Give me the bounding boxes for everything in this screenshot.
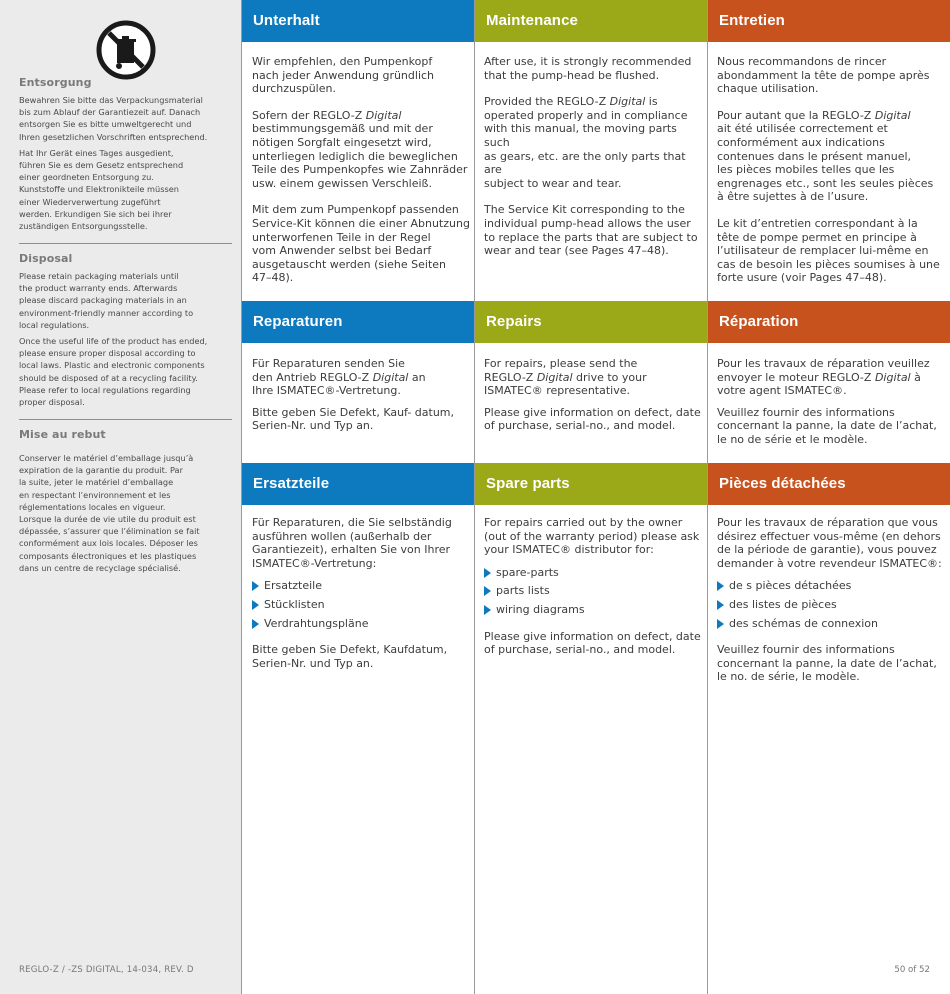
list-item: des schémas de connexion (717, 617, 947, 631)
spares-en-para-1: For repairs carried out by the owner (out of the warranty period) please ask your ISMATEC® distributor for: (484, 516, 700, 557)
heading-spare-parts: Spare parts (475, 463, 707, 505)
spares-de-para-2: Bitte geben Sie Defekt, Kaufdatum, Serien-Nr. und Typ an. (252, 643, 448, 670)
disposal-de (19, 76, 232, 232)
maintenance-en-para-1: After use, it is strongly recommended that the pump-head be flushed. (484, 55, 692, 82)
spares-fr-para-2: Veuillez fournir des informations concernant la panne, la date de l’achat, le no. de série, le modèle. (717, 643, 937, 684)
document-id: REGLO-Z / -ZS DIGITAL, 14-034, REV. D (19, 965, 194, 975)
spares-de-list (252, 579, 470, 630)
disposal-de-para-1: Bewahren Sie bitte das Verpackungsmaterial bis zum Ablauf der Garantiezeit auf. Danach entsorgen Sie es bitte umweltgerecht und Ihren gesetzlichen Vorschriften entsprechend. (19, 95, 208, 142)
maintenance-fr-para-1: Nous recommandons de rincer abondamment la tête de pompe après chaque utilisation. (717, 55, 930, 96)
repairs-de-text (252, 357, 470, 433)
list-item: spare-parts (484, 566, 704, 580)
maintenance-en-para-2: Provided the REGLO-Z Digital is operated properly and in compliance with this manual, the moving parts such as gears, etc. are the only parts that are subject to wear and tear. (484, 95, 688, 190)
repairs-fr-text (717, 357, 947, 447)
maintenance-en-para-3: The Service Kit corresponding to the individual pump-head allows the user to replace the parts that are subject to wear and tear (see Pages 47–48). (484, 203, 698, 258)
maintenance-de-text (252, 55, 470, 285)
maintenance-fr-para-3: Le kit d’entretien correspondant à la tête de pompe permet en principe à l’utilisateur de remplacer lui-même en cas de besoin les pièces soumises à une forte usure (voir Pages 47–48). (717, 216, 940, 285)
spares-fr-text (717, 516, 947, 684)
heading-repairs: Repairs (475, 301, 707, 343)
heading-pieces-detachees: Pièces détachées (708, 463, 950, 505)
repairs-fr-para-2: Veuillez fournir des informations concernant la panne, la date de l’achat, le no de série et le modèle. (717, 405, 937, 446)
maintenance-de-para-2: Sofern der REGLO-Z Digital bestimmungsgemäß und mit der nötigen Sorgfalt eingesetzt wird, unterliegen lediglich die beweglichen Teile des Pumpenkopfes wie Zahnräder usw. einem gewissen Verschleiß. (252, 108, 468, 190)
heading-unterhalt: Unterhalt (242, 0, 474, 42)
list-item: des listes de pièces (717, 598, 947, 612)
list-item: Verdrahtungspläne (252, 617, 470, 631)
disposal-fr (19, 428, 232, 574)
disposal-en-para-2: Once the useful life of the product has ended, please ensure proper disposal according to local laws. Plastic and electronic components should be disposed of at a recycling facility. Please refer to local regulations regarding proper disposal. (19, 336, 208, 408)
spares-en-text (484, 516, 704, 657)
maintenance-fr-text (717, 55, 947, 285)
repairs-de-para-1: Für Reparaturen senden Sie den Antrieb REGLO-Z Digital an Ihre ISMATEC®-Vertretung. (252, 357, 426, 398)
heading-ersatzteile: Ersatzteile (242, 463, 474, 505)
heading-reparaturen: Reparaturen (242, 301, 474, 343)
spares-en-para-2: Please give information on defect, date of purchase, serial-no., and model. (484, 629, 701, 657)
disposal-en (19, 252, 232, 408)
spares-de-text (252, 516, 470, 670)
disposal-en-para-1: Please retain packaging materials until the product warranty ends. Afterwards please discard packaging materials in an environment-friendly manner according to local regulations. (19, 271, 194, 330)
maintenance-de-para-1: Wir empfehlen, den Pumpenkopf nach jeder Anwendung gründlich durchzuspülen. (252, 55, 435, 96)
repairs-en-para-1: For repairs, please send the REGLO-Z Digital drive to your ISMATEC® representative. (484, 357, 647, 398)
spares-en-list (484, 566, 704, 617)
list-item: Stücklisten (252, 598, 470, 612)
list-item: Ersatzteile (252, 579, 470, 593)
heading-maintenance: Maintenance (475, 0, 707, 42)
heading-entretien: Entretien (708, 0, 950, 42)
list-item: parts lists (484, 584, 704, 598)
repairs-en-para-2: Please give information on defect, date of purchase, serial-no., and model. (484, 405, 701, 433)
spares-de-para-1: Für Reparaturen, die Sie selbständig ausführen wollen (außerhalb der Garantiezeit), erhalten Sie von Ihrer ISMATEC®-Vertretung: (252, 516, 452, 570)
list-item: de s pièces détachées (717, 579, 947, 593)
repairs-en-text (484, 357, 704, 433)
disposal-de-para-2: Hat Ihr Gerät eines Tages ausgedient, führen Sie es dem Gesetz entsprechend einer geordneten Entsorgung zu. Kunststoffe und Elektronikteile müssen einer Wiederverwertung zugeführt werden. Erkundigen Sie sich bei ihrer zuständigen Entsorgungsstelle. (19, 147, 184, 232)
disposal-fr-title: Mise au rebut (19, 428, 106, 441)
disposal-fr-para-1: Conserver le matériel d’emballage jusqu’à expiration de la garantie du produit. Par la suite, jeter le matériel d’emballage en respectant l’environnement et les réglementations locales en vigueur. Lorsque la durée de vie utile du produit est dépassée, s’assurer que l’élimination se fait conformément aux lois locales. Déposer les composants électroniques et les plastiques dans un centre de recyclage spécialisé. (19, 453, 200, 573)
repairs-de-para-2: Bitte geben Sie Defekt, Kauf- datum, Serien-Nr. und Typ an. (252, 405, 455, 433)
list-item: wiring diagrams (484, 603, 704, 617)
sidebar-divider (19, 243, 232, 244)
disposal-en-title: Disposal (19, 252, 73, 265)
heading-reparation: Réparation (708, 301, 950, 343)
page-number: 50 of 52 (894, 965, 930, 975)
disposal-sidebar (0, 0, 241, 994)
crossed-out-wheelie-bin-icon (96, 20, 156, 80)
disposal-de-title: Entsorgung (19, 76, 92, 89)
repairs-fr-para-1: Pour les travaux de réparation veuillez envoyer le moteur REGLO-Z Digital à votre agent ISMATEC®. (717, 357, 930, 398)
spares-fr-para-1: Pour les travaux de réparation que vous désirez effectuer vous-même (en dehors de la période de garantie), vous pouvez demander à votre revendeur ISMATEC®: (717, 516, 942, 570)
maintenance-en-text (484, 55, 704, 258)
spares-fr-list (717, 579, 947, 630)
maintenance-de-para-3: Mit dem zum Pumpenkopf passenden Service-Kit können die einer Abnutzung unterworfenen Teile in der Regel vom Anwender selbst bei Bedarf ausgetauscht werden (siehe Seiten 47–48). (252, 203, 470, 285)
maintenance-fr-para-2: Pour autant que la REGLO-Z Digital ait été utilisée correctement et conformément aux indications contenues dans le présent manuel, les pièces mobiles telles que les engrenages etc., sont les seules pièces à être sujettes à de l’usure. (717, 108, 934, 204)
sidebar-divider (19, 419, 232, 420)
